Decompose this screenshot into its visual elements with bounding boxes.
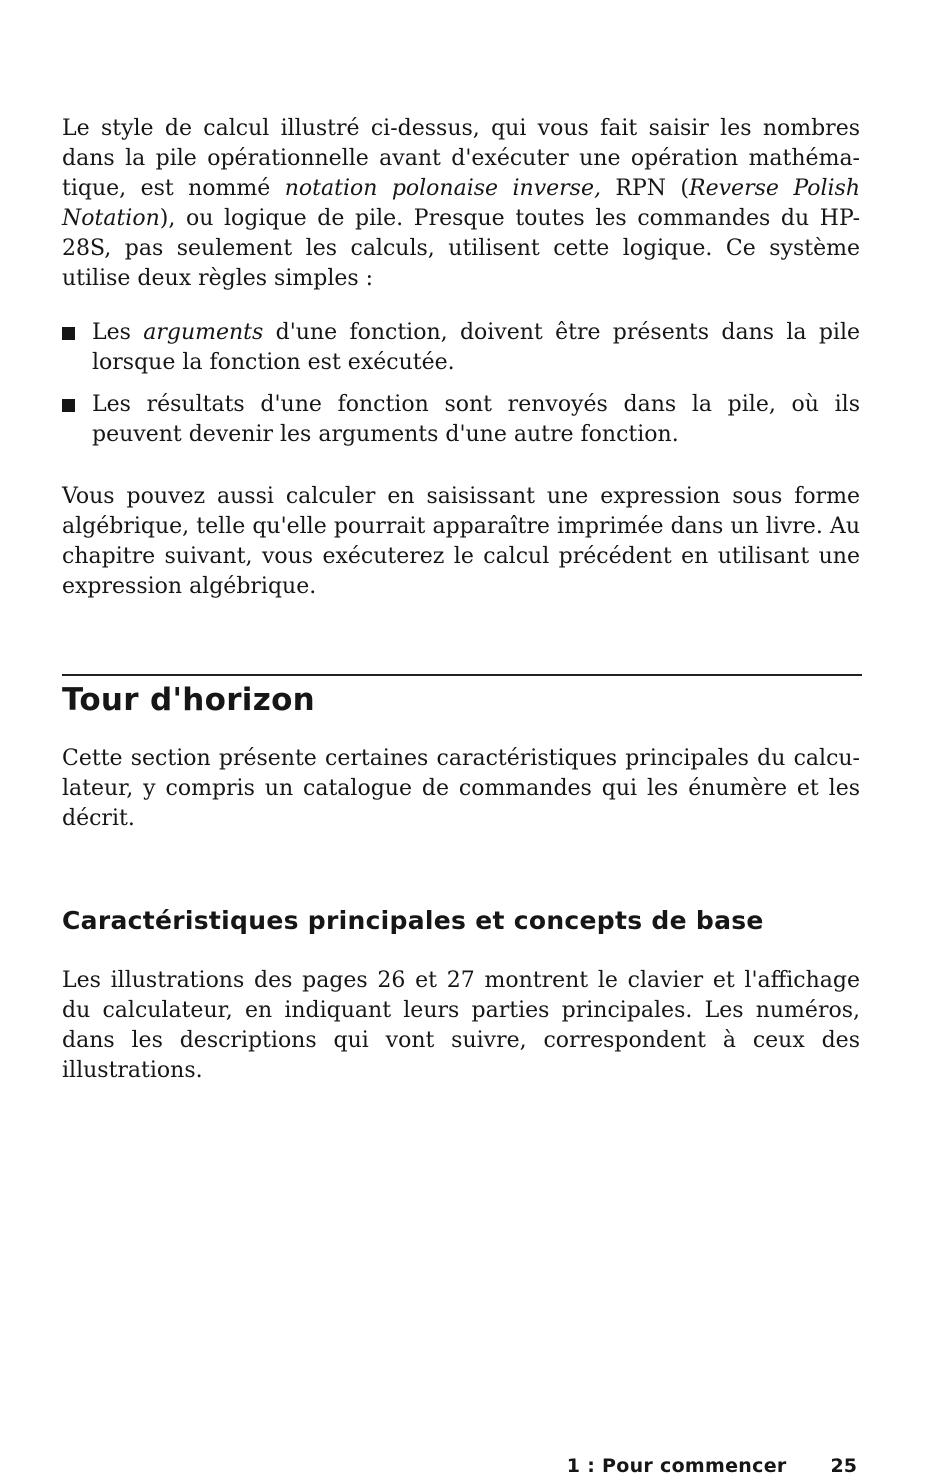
paragraph-algebraic: Vous pouvez aussi calculer en saisissant une expression sous forme algébrique, telle qu'elle pourrait apparaître imprimée dans un livre. Au chapitre suivant, vous exécuterez le calcul précédent en utilisant une expression algébrique. [62, 484, 860, 599]
chapter-title: 1 : Pour commencer [566, 1455, 787, 1477]
paragraph-text: RPN ( [600, 176, 690, 201]
section-heading: Tour d'horizon [62, 682, 316, 718]
term-notation-polonaise: notation polonaise inverse, [284, 176, 601, 201]
square-bullet-icon [62, 327, 75, 340]
list-item-text: Les [92, 320, 144, 345]
list-item-text: Les résultats d'une fonction sont renvoyés dans la pile, où ils peuvent devenir les arguments d'une autre fonction. [92, 392, 860, 447]
paragraph-text: Le style de calcul illustré ci-dessus, qui vous fait saisir les nombres dans la pile opérationnelle avant d'exécuter une opération mathéma-tique, est nommé [62, 116, 860, 201]
rules-list [62, 318, 860, 462]
square-bullet-icon [62, 399, 75, 412]
list-item-text: d'une fonction, doivent être présents dans la pile lorsque la fonction est exécutée. [92, 320, 860, 375]
section-intro: Cette section présente certaines caractéristiques principales du calcu-lateur, y compris un catalogue de commandes qui les énumère et les décrit. [62, 746, 860, 831]
paragraph-rpn-intro [62, 114, 860, 294]
paragraph-text: ), ou logique de pile. Presque toutes les commandes du HP-28S, pas seulement les calculs, utilisent cette logique. Ce système utilise deux règles simples : [62, 206, 860, 291]
list-item [62, 390, 860, 450]
subsection-text: Les illustrations des pages 26 et 27 montrent le clavier et l'affichage du calculateur, en indiquant leurs parties principales. Les numéros, dans les descriptions qui vont suivre, correspondent à ceux des illustrations. [62, 968, 860, 1083]
list-item [62, 318, 860, 378]
section-divider [62, 674, 862, 676]
term-arguments: arguments [143, 320, 264, 345]
subsection-heading: Caractéristiques principales et concepts de base [62, 906, 764, 935]
term-reverse-polish: Reverse Polish Notation [62, 176, 861, 231]
page-footer [567, 1454, 857, 1478]
page-number: 25 [830, 1455, 857, 1477]
